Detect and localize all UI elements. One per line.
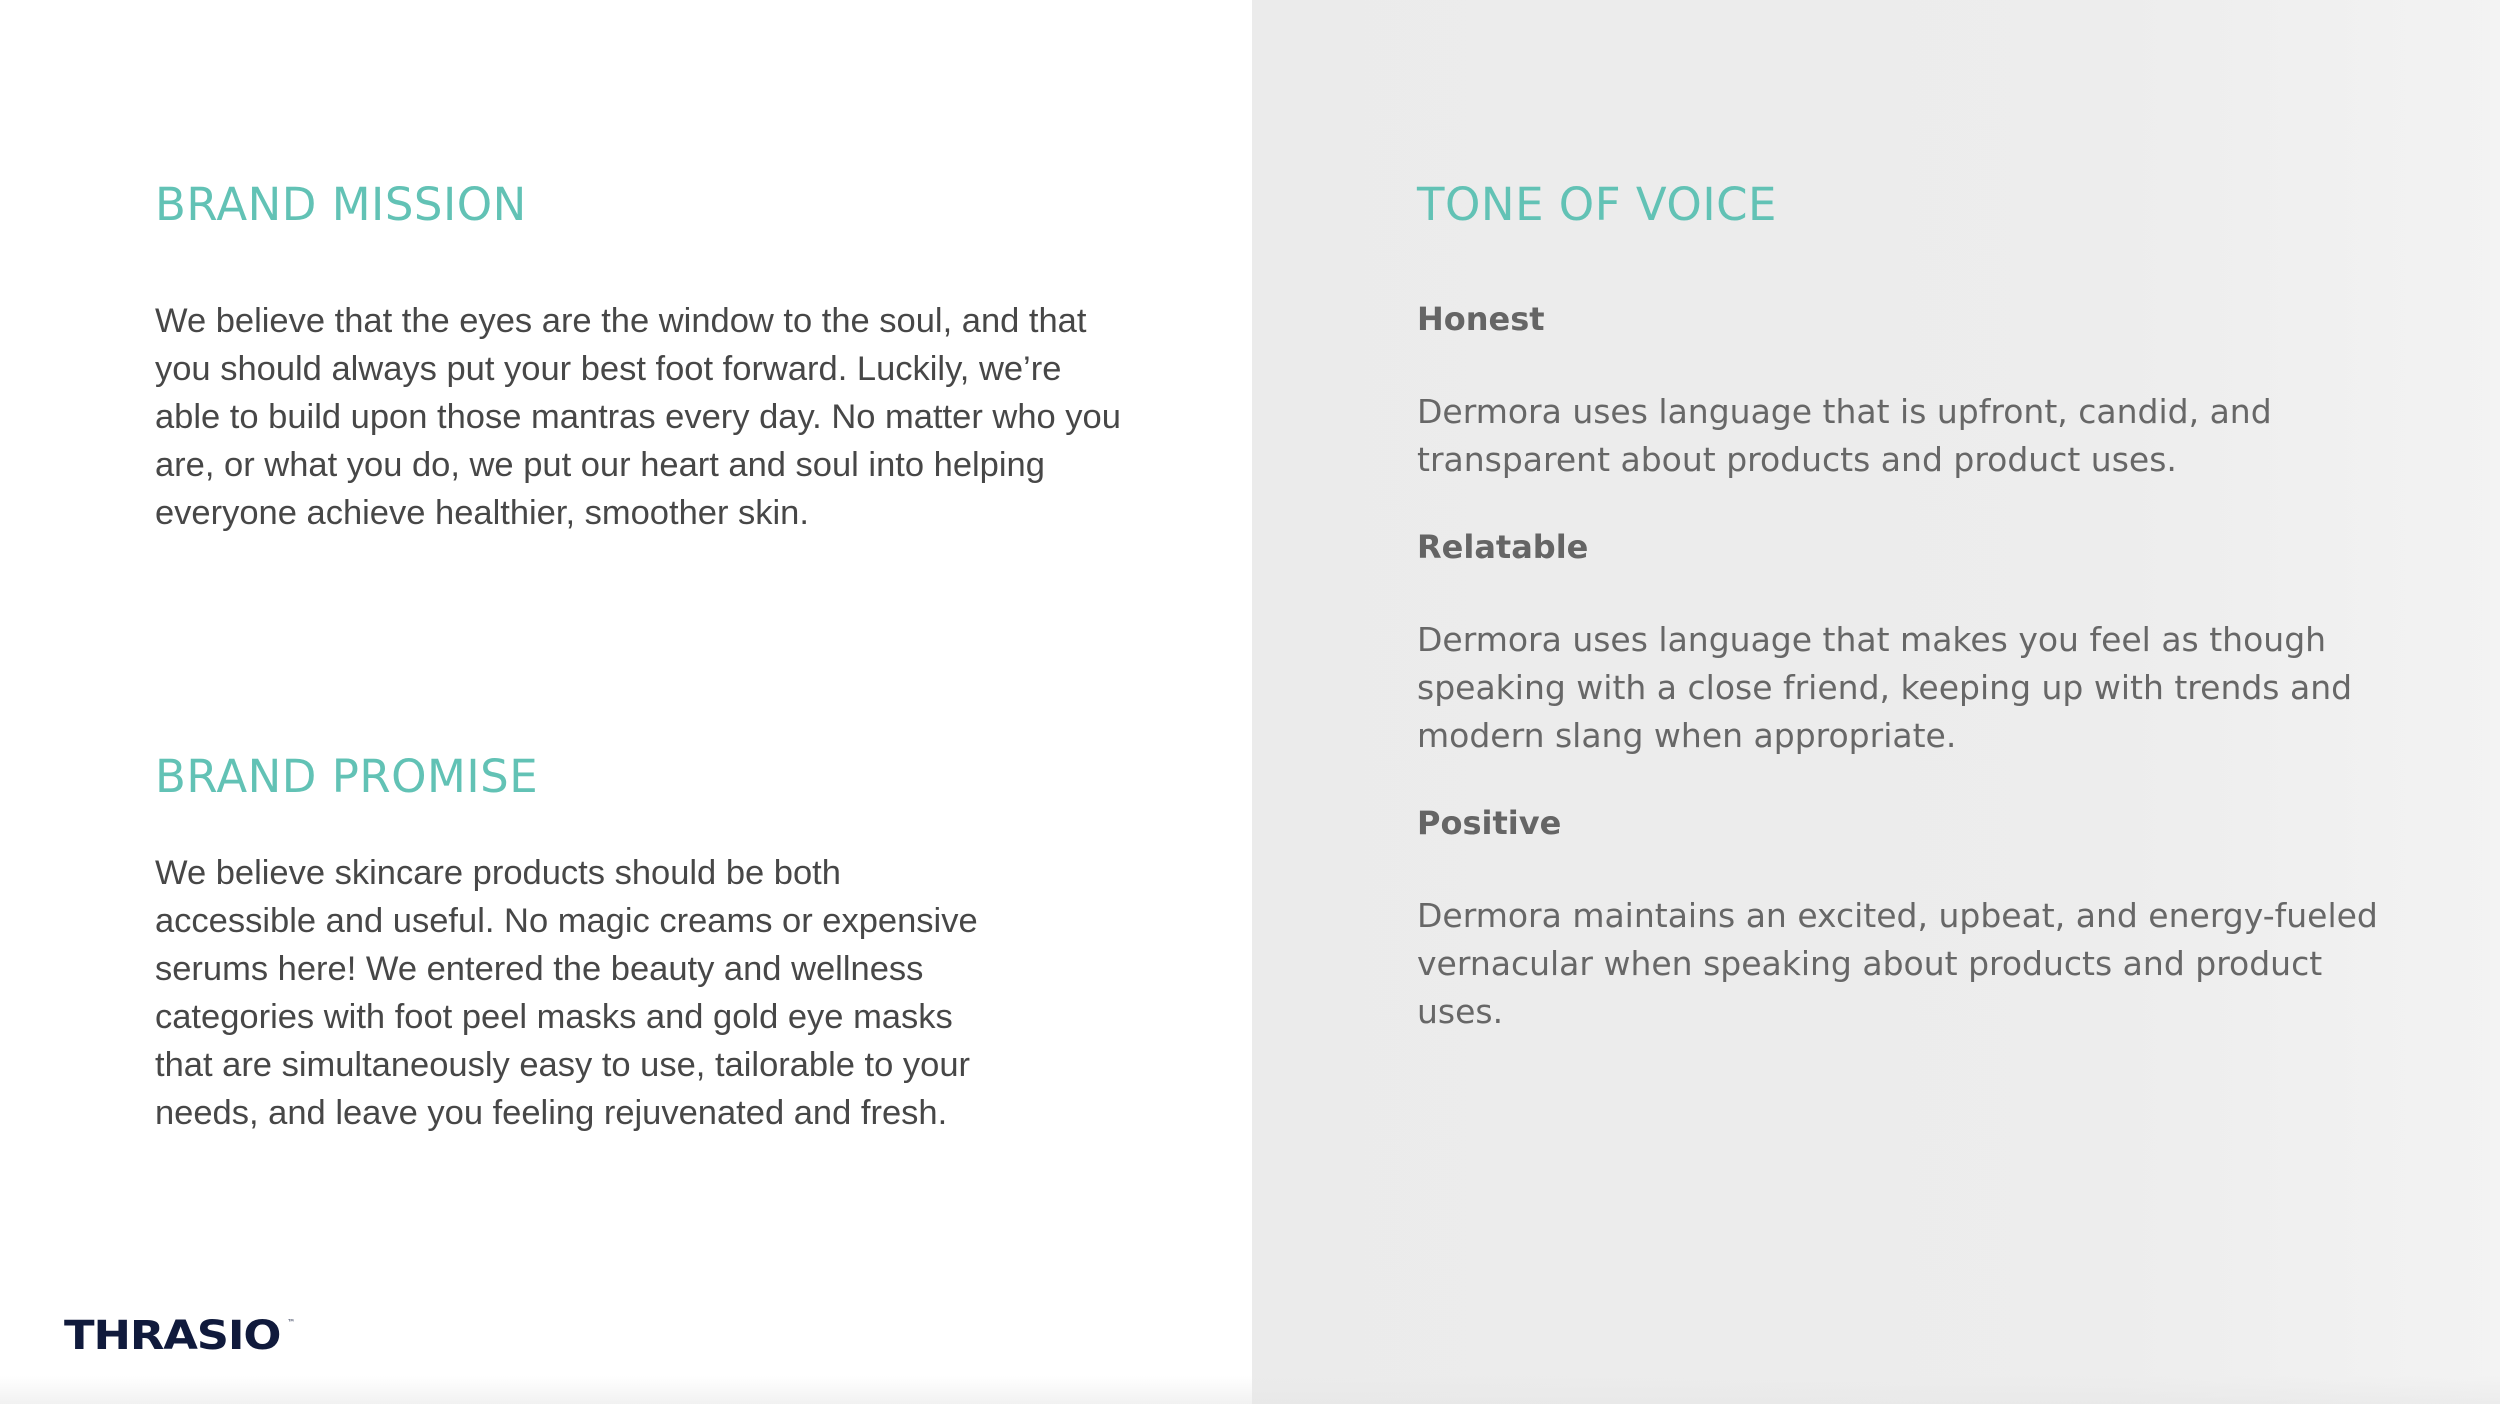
tone-line: transparent about products and product uses. xyxy=(1417,440,2177,479)
brand-promise-line: categories with foot peel masks and gold eye masks xyxy=(155,998,953,1036)
logo-trademark: ™ xyxy=(287,1318,296,1327)
brand-promise-text xyxy=(155,849,1165,1137)
logo-wordmark: THRASIO xyxy=(64,1313,281,1359)
brand-mission-line: are, or what you do, we put our heart and soul into helping xyxy=(155,446,1045,484)
tone-line: Dermora uses language that makes you feel as though xyxy=(1417,620,2327,659)
tone-line: Dermora uses language that is upfront, candid, and xyxy=(1417,392,2272,431)
tone-item-text-honest xyxy=(1417,388,2417,484)
tone-line: Dermora maintains an excited, upbeat, and energy-fueled xyxy=(1417,896,2378,935)
brand-promise-line: We believe skincare products should be both xyxy=(155,854,841,892)
brand-promise-line: needs, and leave you feeling rejuvenated and fresh. xyxy=(155,1094,948,1132)
tone-of-voice-heading: TONE OF VOICE xyxy=(1417,178,1777,231)
tone-line: vernacular when speaking about products and product xyxy=(1417,944,2323,983)
right-panel xyxy=(1252,0,2500,1404)
brand-promise-line: that are simultaneously easy to use, tailorable to your xyxy=(155,1046,971,1084)
brand-mission-line: We believe that the eyes are the window to the soul, and that xyxy=(155,302,1087,340)
brand-mission-line: everyone achieve healthier, smoother skin. xyxy=(155,494,809,532)
tone-line: speaking with a close friend, keeping up with trends and xyxy=(1417,668,2353,707)
brand-promise-line: serums here! We entered the beauty and wellness xyxy=(155,950,924,988)
tone-item-title-relatable: Relatable xyxy=(1417,528,1589,566)
tone-item-title-positive: Positive xyxy=(1417,804,1562,842)
brand-promise-heading: BRAND PROMISE xyxy=(155,750,539,803)
tone-item-text-relatable xyxy=(1417,616,2417,760)
tone-line: uses. xyxy=(1417,992,1504,1031)
tone-line: modern slang when appropriate. xyxy=(1417,716,1957,755)
tone-item-text-positive xyxy=(1417,892,2417,1036)
brand-mission-text xyxy=(155,297,1165,537)
brand-mission-line: able to build upon those mantras every day. No matter who you xyxy=(155,398,1121,436)
brand-mission-heading: BRAND MISSION xyxy=(155,178,527,231)
brand-mission-line: you should always put your best foot forward. Luckily, we’re xyxy=(155,350,1062,388)
tone-item-title-honest: Honest xyxy=(1417,300,1545,338)
brand-promise-line: accessible and useful. No magic creams or expensive xyxy=(155,902,978,940)
thrasio-logo xyxy=(64,1314,295,1358)
